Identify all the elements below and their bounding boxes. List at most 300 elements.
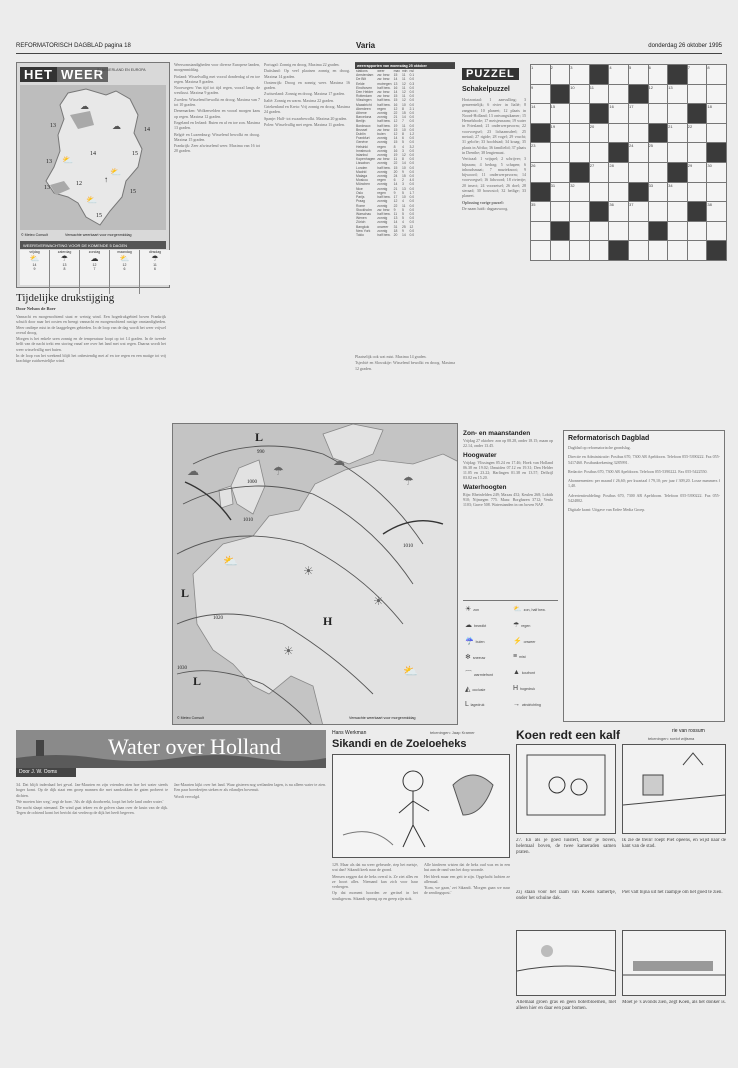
forecast-day-name: dinsdag	[148, 250, 162, 254]
crossword-cell	[589, 143, 609, 163]
crossword-cell	[687, 123, 707, 143]
colofon-paragraph: Advertentieafdeling: Postbus 670, 7300 AR Apeldoorn. Telefoon 055-5390222. Fax 055-5424802.	[568, 492, 720, 504]
puzzel-solution: De naam luidt: dagpauwoog.	[462, 205, 509, 211]
temps-cell: 0.1	[409, 73, 415, 78]
temps-cell: half bew.	[377, 98, 391, 103]
temps-cell: 13	[393, 81, 398, 86]
legend-label: warmtefront	[473, 673, 493, 677]
crossword-row	[531, 104, 727, 124]
forecast-day	[110, 250, 140, 294]
header-left: REFORMATORISCH DAGBLAD pagina 18	[16, 43, 131, 49]
temps-cell: Lissabon	[356, 161, 370, 166]
temps-cell: Wenen	[356, 216, 367, 221]
temps-cell: 0.0	[409, 169, 415, 174]
puzzel-logo	[462, 64, 519, 82]
crossword-number: 1	[531, 65, 534, 70]
temps-col-header: max	[393, 69, 400, 73]
temps-cell: Helsinki	[356, 144, 368, 149]
crossword-cell	[550, 202, 570, 222]
temps-cell: Den Helder	[356, 90, 374, 95]
crossword-number: 17	[628, 104, 634, 110]
crossword-number: 20	[589, 123, 595, 129]
nl-temp: 13	[44, 185, 50, 191]
temps-cell: 13	[401, 186, 406, 191]
crossword-cell	[609, 84, 629, 104]
waterhoogten-title: Waterhoogten	[463, 483, 507, 491]
temps-cell: 12	[393, 199, 398, 204]
temps-cell: regen	[377, 144, 386, 149]
world-paragraph: Oostenrijk: Droog en zonnig weer. Maxima 16 graden.	[264, 79, 350, 91]
forecast-day	[80, 250, 110, 294]
temps-cell: 0.0	[409, 90, 415, 95]
legend-item	[513, 685, 535, 692]
crossword-cell	[531, 221, 551, 241]
isobar-label: 1020	[213, 616, 223, 621]
nl-temp: 14	[144, 127, 150, 133]
temps-cell: 14	[393, 182, 398, 187]
crossword-number: 15	[550, 104, 556, 110]
crossword-cell	[687, 162, 707, 182]
nl-temp: 13	[46, 159, 52, 165]
temps-cell: zonnig	[377, 174, 388, 179]
isobar-label: 1010	[403, 544, 413, 549]
boy-head	[571, 779, 587, 795]
sikandi-drawing	[333, 755, 509, 857]
legend-label: buien	[475, 640, 485, 644]
europe-map-caption: Verwachte weerkaart voor morgenmiddag	[349, 716, 416, 720]
temps-cell: Tokio	[356, 232, 364, 237]
water-paragraph: 'We moeten hier weg,' zegt de boer. 'Als de dijk doorbreekt, loopt het hele land onder water.'	[16, 798, 164, 804]
world-weather-col1	[174, 62, 260, 418]
world-paragraph: België en Luxemburg: Wisselend bewolkt en droog. Maxima 15 graden.	[174, 131, 260, 142]
cloud-icon: ☁	[112, 121, 121, 131]
temps-cell: 12	[401, 153, 406, 158]
temps-cell: Berlijn	[356, 119, 366, 124]
world-paragraph: Denemarken: Wolkenvelden en vooral morgen kans op regen. Maxima 12 graden.	[174, 108, 260, 119]
crossword-cell	[628, 202, 648, 222]
temps-cell: zw. bew.	[377, 73, 391, 78]
crossword-number: 34	[668, 182, 673, 188]
nl-map-caption: Verwachte weerkaart voor morgenmiddag	[65, 233, 132, 237]
crossword-row	[531, 221, 727, 241]
temps-cell: 10	[401, 127, 406, 132]
crossword-cell	[687, 84, 707, 104]
temps-cell: 0.0	[409, 153, 415, 158]
temps-cell: 4	[401, 199, 404, 204]
crossword-black-cell	[550, 221, 570, 241]
temps-cell: 14	[401, 232, 406, 237]
europe-map-box	[172, 423, 458, 725]
temps-col-header: min	[401, 69, 408, 73]
world-paragraph: Duitsland: Op veel plaatsen zonnig en droog. Maxima 14 graden.	[264, 68, 350, 79]
cloud-icon: ☁	[187, 464, 199, 478]
world-paragraph: Italië: Zonnig en warm. Maxima 22 graden.	[264, 97, 334, 103]
crossword-cell	[648, 104, 668, 124]
crossword-black-cell	[668, 65, 688, 85]
temps-cell: half bew.	[377, 119, 391, 124]
train	[633, 961, 713, 971]
nl-temp: 12	[76, 181, 82, 187]
colofon-paragraph: Abonnementen: per maand f 26,60; per kwartaal f 79,10; per jaar f 309,20. Losse nummers f 1,40.	[568, 478, 720, 489]
crossword-number: 19	[550, 123, 556, 129]
crossword-table	[530, 64, 727, 261]
temps-cell: Zürich	[356, 220, 366, 225]
temps-cell: 13	[393, 216, 398, 221]
sun-icon: ☀	[303, 564, 314, 578]
crossword-cell	[648, 65, 668, 85]
legend-box	[463, 600, 558, 722]
crossword-cell	[687, 143, 707, 163]
page-header	[16, 40, 722, 54]
koen-caption: Ik zie de trein! roept Piet opeens, en wijst naar de kant van de stad.	[622, 838, 726, 850]
temps-cell: 15	[393, 165, 398, 170]
temps-cell: Innsbruck	[356, 148, 371, 153]
forecast-lo: 8	[63, 267, 66, 271]
nl-temp: 15	[132, 151, 138, 157]
legend-symbol-icon: ◭	[465, 686, 473, 693]
temps-cell: 0.0	[409, 228, 415, 233]
isobar-label: 1000	[247, 480, 257, 485]
legend-item	[513, 653, 526, 660]
crossword-row	[531, 143, 727, 163]
legend-label: bewolkt	[473, 624, 487, 628]
crossword-cell	[668, 123, 688, 143]
water-col1	[16, 782, 168, 1048]
crossword-cell	[589, 84, 609, 104]
banner-windmill	[36, 740, 44, 756]
temps-cell: 0.3	[409, 81, 415, 86]
crossword-row	[531, 202, 727, 222]
forecast-strip	[20, 250, 170, 285]
forecast-hi: 13	[62, 263, 67, 267]
koen-caption: Zij staan voor het raam van Koens kamertje, onder het schuine dak.	[516, 890, 616, 902]
crossword-row	[531, 65, 727, 85]
temps-cell: zw. bew.	[377, 127, 391, 132]
forecast-lo: 6	[123, 267, 126, 271]
temps-cell: 6	[401, 136, 404, 141]
sun-moon-box	[463, 430, 553, 508]
crossword-cell	[668, 241, 688, 261]
temps-cell: 0.0	[409, 220, 415, 225]
crossword-cell	[570, 143, 590, 163]
temps-cell: zonnig	[377, 216, 388, 221]
crossword-number: 11	[589, 84, 594, 90]
legend-item	[465, 669, 493, 679]
legend-label: windrichting	[521, 703, 541, 707]
colofon-paragraph: Directie en Administratie: Postbus 670, 7300 AR Apeldoorn. Telefoon 055-5390222. Fax 055-5417460. Postbankrekening 3285991.	[568, 454, 720, 465]
crossword-black-cell	[570, 162, 590, 182]
tree-crown	[541, 945, 553, 957]
sikandi-title: Sikandi en de Zoeloeheks	[332, 738, 467, 750]
legend-item	[513, 621, 530, 629]
sikandi-author: Hans Werkman	[332, 730, 367, 736]
crossword-cell	[648, 162, 668, 182]
crossword-black-cell	[589, 104, 609, 124]
nl-temp: 14	[90, 151, 96, 157]
temps-cell: Oslo	[356, 190, 363, 195]
sun-moon-title: Zon- en maanstanden	[463, 430, 531, 437]
nl-map	[20, 85, 166, 230]
world-paragraph: Finland: Wisselvallig met vooral donderdag af en toe regen. Maxima 8 graden.	[174, 73, 260, 84]
crossword-cell	[668, 182, 688, 202]
temps-cell: 21	[393, 115, 398, 120]
temps-cell: Bordeaux	[356, 123, 371, 128]
crossword-cell	[668, 221, 688, 241]
temps-cell: 0.0	[409, 77, 415, 82]
water-paragraph: Jan-Maarten kijkt over het land. Waar gisteren nog weilanden lagen, is nu alleen water te zien. Een paar boerderijen steken er als eilandjes bovenuit.	[174, 782, 326, 793]
temps-cell: 2.1	[409, 106, 415, 111]
koen-caption: Piet valt bijna uit het raampje om het goed te zien.	[622, 890, 723, 895]
crossword-number: 13	[668, 84, 673, 90]
temps-cell: 8	[401, 106, 404, 111]
world-weather-col2	[264, 62, 350, 418]
forecast-hi: 12	[92, 263, 97, 267]
crossword-cell	[570, 241, 590, 261]
temps-cell: 22	[393, 161, 398, 166]
crossword-cell	[648, 143, 668, 163]
temps-cell: Bangkok	[356, 224, 370, 229]
temps-cell: zonnig	[377, 186, 388, 191]
crossword-number: 31	[550, 182, 556, 188]
crossword-number: 3	[570, 65, 573, 70]
crossword-cell	[609, 162, 629, 182]
crossword-black-cell	[668, 162, 688, 182]
world-paragraph: Spanje: Half- tot zwaarbewolkt. Maxima 20 graden.	[264, 115, 348, 121]
temps-cell: half bew.	[377, 123, 391, 128]
europe-map-svg	[173, 424, 458, 725]
weather-box	[16, 62, 170, 288]
temps-cell: Dublin	[356, 132, 366, 137]
sun-cloud-icon: ⛅	[119, 254, 130, 263]
crossword-number: 30	[707, 162, 712, 168]
temps-cell: 0.0	[409, 98, 415, 103]
temps-cell: 7	[401, 119, 404, 124]
rain-icon: ☂	[273, 464, 284, 478]
sun-cloud-icon: ⛅	[86, 195, 98, 205]
temps-cell: 14	[393, 136, 398, 141]
world-paragraph: Frankrijk: Zeer afwisselend weer. Maxima van 16 tot 20 graden.	[174, 143, 260, 154]
crossword-cell	[668, 202, 688, 222]
crossword-cell	[648, 182, 668, 202]
temps-cell: 19	[393, 153, 398, 158]
puzzel-logo-text: PUZZEL	[462, 68, 519, 80]
koen-illustrator: tekeningen: roelof wijtsma	[648, 736, 695, 741]
temps-cell: Maastricht	[356, 102, 372, 107]
temps-cell: 22	[393, 203, 398, 208]
temps-title: weerrapporten van woensdag 25 oktober	[355, 63, 455, 69]
sun-icon: ☀	[283, 644, 294, 658]
temps-cell: Amsterdam	[356, 73, 374, 78]
crossword-cell	[550, 104, 570, 124]
temps-cell: Nice	[356, 186, 363, 191]
temps-cell: half bew.	[377, 102, 391, 107]
world-paragraph: Zwitserland: Zonnig en droog. Maxima 17 graden.	[264, 91, 346, 97]
legend-symbol-icon: ⚡	[513, 638, 524, 645]
colofon-paragraph: Dagblad op reformatorische grondslag.	[568, 445, 631, 450]
temps-cell: zw. bew.	[377, 90, 391, 95]
crossword-cell	[531, 84, 551, 104]
crossword-cell	[707, 221, 727, 241]
temps-cell: Warschau	[356, 211, 372, 216]
crossword-cell	[570, 104, 590, 124]
crossword-number: 6	[648, 65, 651, 70]
forecast-title: WEERSVERWACHTING VOOR DE KOMENDE 5 DAGEN	[20, 241, 166, 249]
crossword-cell	[628, 221, 648, 241]
temps-cell: 0.0	[409, 102, 415, 107]
koen-panel	[622, 744, 726, 834]
temps-cell: 11	[401, 94, 406, 99]
temps-cell: 14	[393, 220, 398, 225]
temps-cell: 24	[393, 174, 398, 179]
crossword-cell	[589, 182, 609, 202]
temps-col-header: nsl	[409, 69, 414, 73]
puzzel-clues	[462, 97, 526, 367]
crossword-cell	[589, 221, 609, 241]
crossword-number: 37	[628, 202, 634, 208]
sikandi-paragraph: Mensen zeggen dat de heks overal is. Ze ziet alles en ze hoort alles. Niemand kan zich voor haar verbergen.	[332, 873, 418, 890]
koen-drawing	[623, 931, 725, 995]
crossword-number: 29	[687, 162, 693, 168]
crossword-cell	[628, 123, 648, 143]
crossword-number: 8	[707, 65, 710, 70]
weather-logo-sub: IN NEDERLAND EN EUROPA	[97, 68, 146, 72]
temps-cell: 19	[393, 123, 398, 128]
temps-cell: 9	[393, 207, 396, 212]
temps-cell: zonnig	[377, 182, 388, 187]
crossword-black-cell	[648, 123, 668, 143]
sun-cloud-icon: ⛅	[110, 167, 122, 177]
temps-cell: 3.2	[409, 144, 415, 149]
article-byline: Door Nelson de Boer	[16, 306, 56, 311]
crossword-number: 35	[531, 202, 536, 208]
temps-cell: zw. bew.	[377, 157, 391, 162]
temps-cell: zonnig	[377, 111, 388, 116]
legend-symbol-icon: ☀	[465, 606, 474, 613]
temps-cell: buien	[377, 132, 386, 137]
crossword-number: 4	[609, 65, 612, 70]
legend-label: regen	[521, 624, 531, 628]
crossword-cell	[589, 123, 609, 143]
crossword-cell	[550, 65, 573, 85]
crossword-cell	[570, 65, 590, 85]
temps-cell: 1.2	[409, 132, 415, 137]
boy-head	[549, 777, 565, 793]
cloud-icon: ☁	[333, 454, 345, 468]
temps-cell: 16	[393, 102, 398, 107]
crossword-cell	[531, 202, 551, 222]
crossword-cell	[570, 221, 590, 241]
temps-cell: Moskou	[356, 178, 368, 183]
temps-cell: 0.0	[409, 119, 415, 124]
crossword-cell	[570, 123, 590, 143]
koen-title: Koen redt een kalf	[516, 728, 621, 742]
europe-map-credit: © Meteo Consult	[177, 716, 204, 720]
crossword-cell	[570, 182, 590, 202]
water-paragraph: Die nacht slaapt niemand. De wind gaat tekeer en de golven slaan over de kruin van de dijk. Tegen de ochtend komt het bericht dat verderop de dijk het heeft begeven.	[16, 805, 168, 816]
temps-cell: 14	[401, 115, 406, 120]
weather-logo	[20, 66, 108, 84]
crossword-grid	[530, 64, 727, 261]
crossword-row	[531, 241, 727, 261]
temps-note: Plaatselijk ook wat mist. Maxima 14 graden.	[355, 354, 427, 359]
world-paragraph: Weersomstandigheden voor diverse Europese landen, morgenmiddag.	[174, 62, 260, 73]
temps-cell: 12	[401, 90, 406, 95]
pressure-high: H	[323, 614, 333, 628]
koen-caption: 27. En als je goed luistert, hoor je boven, helemaal boven, de twee kameraden samen praten.	[516, 838, 616, 856]
pressure-low: L	[255, 430, 264, 444]
temps-cell: 12	[393, 106, 398, 111]
temps-cell: 9	[393, 190, 396, 195]
legend-label: koufront	[521, 671, 535, 675]
temps-cell: 5	[401, 140, 404, 145]
legend-item	[513, 637, 535, 645]
temps-cell: 8	[401, 157, 404, 162]
temps-cell: 16	[393, 148, 398, 153]
koen-caption: Moet je 's avonds zien, zegt Koen, als het donker is.	[622, 1000, 726, 1005]
temps-cell: 14	[401, 161, 406, 166]
temps-cell: 10	[401, 195, 406, 200]
rain-icon: ☂	[151, 254, 159, 263]
world-paragraph: Engeland en Ierland: Buien en af en toe zon. Maxima 13 graden.	[174, 119, 260, 131]
pressure-low: L	[193, 674, 202, 688]
forecast-hi: 14	[32, 263, 37, 267]
temps-cell: Eindhoven	[356, 85, 373, 90]
tree	[683, 753, 703, 765]
crossword-number: 16	[609, 104, 614, 110]
crossword-number: 26	[531, 162, 536, 168]
temps-cell: 20	[393, 169, 398, 174]
article-paragraph: Morgen is het enkele uren zonnig en de temperatuur loopt op tot 14 graden. In de tweede helft van de nacht trekt een storing vanaf zee over het land met wat regen. Daarna wordt het weer wisselvallig met buien.	[16, 336, 166, 352]
temps-cell: zonnig	[377, 140, 388, 145]
temps-cell: Barcelona	[356, 115, 372, 120]
forecast-day	[140, 250, 170, 294]
isobar-label: 990	[257, 450, 265, 455]
temps-cell: 0.0	[409, 157, 415, 162]
legend-item	[513, 701, 541, 708]
forecast-lo: 6	[154, 267, 156, 271]
forecast-day-name: zondag	[88, 250, 101, 254]
hoogwater-text: Vrijdag: Vlissingen 05.24 en 17.46; Hoek van Holland 06.38 en 19.02; IJmuiden 07.12 en 19.31; Den Helder 11.05 en 23.22; Harlingen 01.38 en 13.57; Delfzijl 03.02 en 15.20.	[463, 459, 553, 481]
temps-cell: 4.0	[409, 178, 415, 183]
crossword-number: 12	[648, 84, 654, 90]
temps-cell: 5	[401, 216, 404, 221]
temps-cell: 6	[393, 178, 396, 183]
sun-icon: ☀	[373, 594, 384, 608]
legend-symbol-icon: ☂	[513, 622, 522, 629]
crossword-black-cell	[628, 182, 648, 202]
crossword-cell	[687, 182, 707, 202]
crossword-number: 5	[628, 65, 632, 70]
temps-cell: 0.0	[409, 85, 415, 90]
crossword-cell	[628, 65, 648, 85]
water-title: Water over Holland	[108, 734, 281, 759]
temps-cell: 18	[393, 228, 398, 233]
temps-cell: 0.0	[409, 123, 415, 128]
temps-cell: Athene	[356, 111, 367, 116]
crossword-black-cell	[589, 65, 612, 85]
puzzel-vertical: Verticaal: 1 vrijspel; 2 schrijver; 3 bijnaam; 4 bedrag; 5 schapen; 6 inhoudsmaat; 7 muzieknoot; 9 bijwoord; 11 onderwerpsvorm; 14 voorvoegsel; 16 lidwoord; 18 riviertje; 20 insect; 24 voorzetsel; 26 doel; 28 sieraad; 30 bouwstof; 32 heilige; 33 planeet.	[462, 156, 526, 199]
legend-symbol-icon: L	[465, 701, 471, 708]
crossword-cell	[668, 84, 688, 104]
crossword-cell	[609, 104, 629, 124]
legend-label: hogedruk	[520, 687, 535, 691]
crossword-number: 14	[531, 104, 536, 110]
water-paragraph: 34. Dat blijft inderdaad het geval. Jan-Maarten en zijn vrienden zien hoe het water steeds hoger komt. Op de dijk staat een groep mannen die met zandzakken de gaten probeert te dichten.	[16, 782, 168, 798]
temps-cell: 0.0	[409, 111, 415, 116]
legend-item	[465, 701, 484, 708]
temps-cell: 9	[401, 169, 404, 174]
crossword-black-cell	[609, 143, 629, 163]
